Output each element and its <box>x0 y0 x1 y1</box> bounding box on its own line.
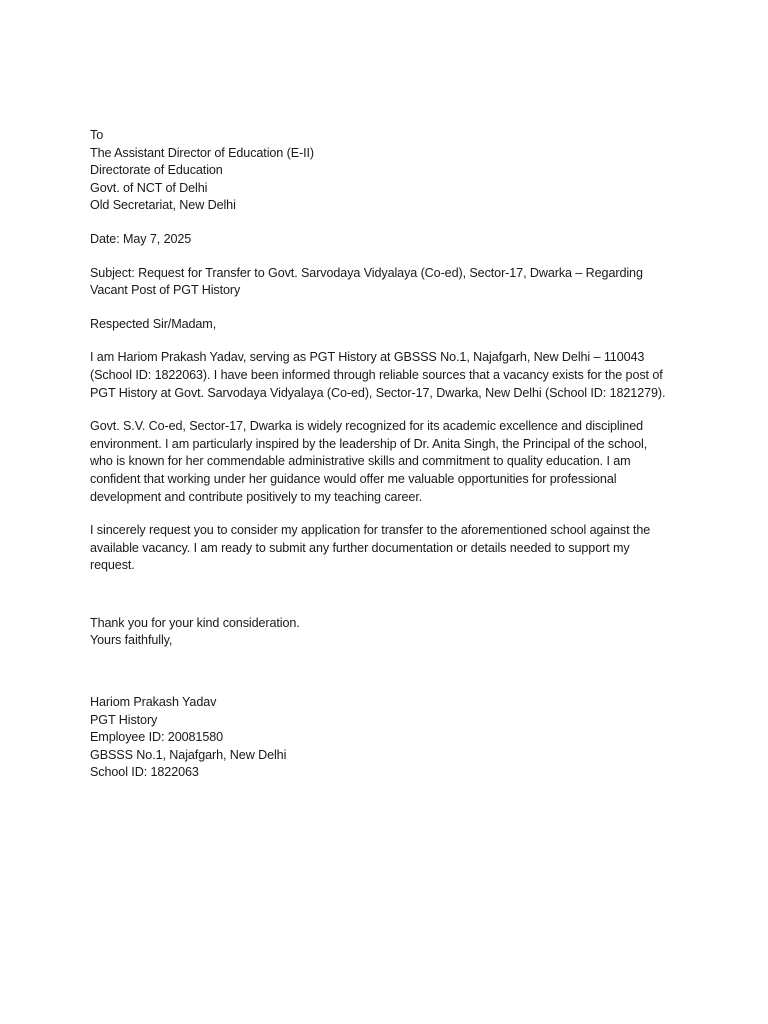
recipient-line-3: Govt. of NCT of Delhi <box>90 180 208 195</box>
recipient-block <box>90 127 680 215</box>
body-paragraph-2 <box>90 418 680 506</box>
paragraph-3-line-1: I sincerely request you to consider my application for transfer to the aforementioned school against the <box>90 523 651 538</box>
paragraph-2-line-1: Govt. S.V. Co-ed, Sector-17, Dwarka is widely recognized for its academic excellence and disciplined <box>90 419 644 434</box>
recipient-line-2: Directorate of Education <box>90 163 223 178</box>
signature-school-id: School ID: 1822063 <box>90 765 199 780</box>
subject-block <box>90 265 680 300</box>
body-paragraph-3 <box>90 522 680 575</box>
paragraph-2-line-2: environment. I am particularly inspired by the leadership of Dr. Anita Singh, the Principal of the school, <box>90 436 648 451</box>
paragraph-2-line-5: development and contribute positively to my teaching career. <box>90 489 423 504</box>
recipient-line-1: The Assistant Director of Education (E-II) <box>90 145 314 160</box>
letter-date: Date: May 7, 2025 <box>90 231 192 246</box>
paragraph-2-line-3: who is known for her commendable administrative skills and commitment to quality education. I am <box>90 454 631 469</box>
subject-line-1: Subject: Request for Transfer to Govt. Sarvodaya Vidyalaya (Co-ed), Sector-17, Dwarka – Regarding <box>90 265 643 280</box>
closing-signoff: Yours faithfully, <box>90 633 173 648</box>
paragraph-1-line-1: I am Hariom Prakash Yadav, serving as PGT History at GBSSS No.1, Najafgarh, New Delhi – 110043 <box>90 350 645 365</box>
signature-designation: PGT History <box>90 712 158 727</box>
paragraph-3-line-3: request. <box>90 558 135 573</box>
paragraph-2-line-4: confident that working under her guidance would offer me valuable opportunities for professional <box>90 471 617 486</box>
letter-body <box>90 127 680 782</box>
closing-thanks: Thank you for your kind consideration. <box>90 615 300 630</box>
signature-employee-id: Employee ID: 20081580 <box>90 730 224 745</box>
signature-school: GBSSS No.1, Najafgarh, New Delhi <box>90 747 287 762</box>
recipient-line-4: Old Secretariat, New Delhi <box>90 198 236 213</box>
salutation: Respected Sir/Madam, <box>90 316 217 331</box>
paragraph-1-line-2: (School ID: 1822063). I have been informed through reliable sources that a vacancy exists for the post of <box>90 367 663 382</box>
paragraph-3-line-2: available vacancy. I am ready to submit any further documentation or details needed to support my <box>90 540 630 555</box>
paragraph-1-line-3: PGT History at Govt. Sarvodaya Vidyalaya (Co-ed), Sector-17, Dwarka, New Delhi (School ID: 1821279). <box>90 385 666 400</box>
signature-name: Hariom Prakash Yadav <box>90 695 217 710</box>
to-label: To <box>90 128 104 142</box>
closing-block <box>90 615 680 650</box>
subject-line-2: Vacant Post of PGT History <box>90 283 241 298</box>
signature-block <box>90 694 680 782</box>
body-paragraph-1 <box>90 349 680 402</box>
